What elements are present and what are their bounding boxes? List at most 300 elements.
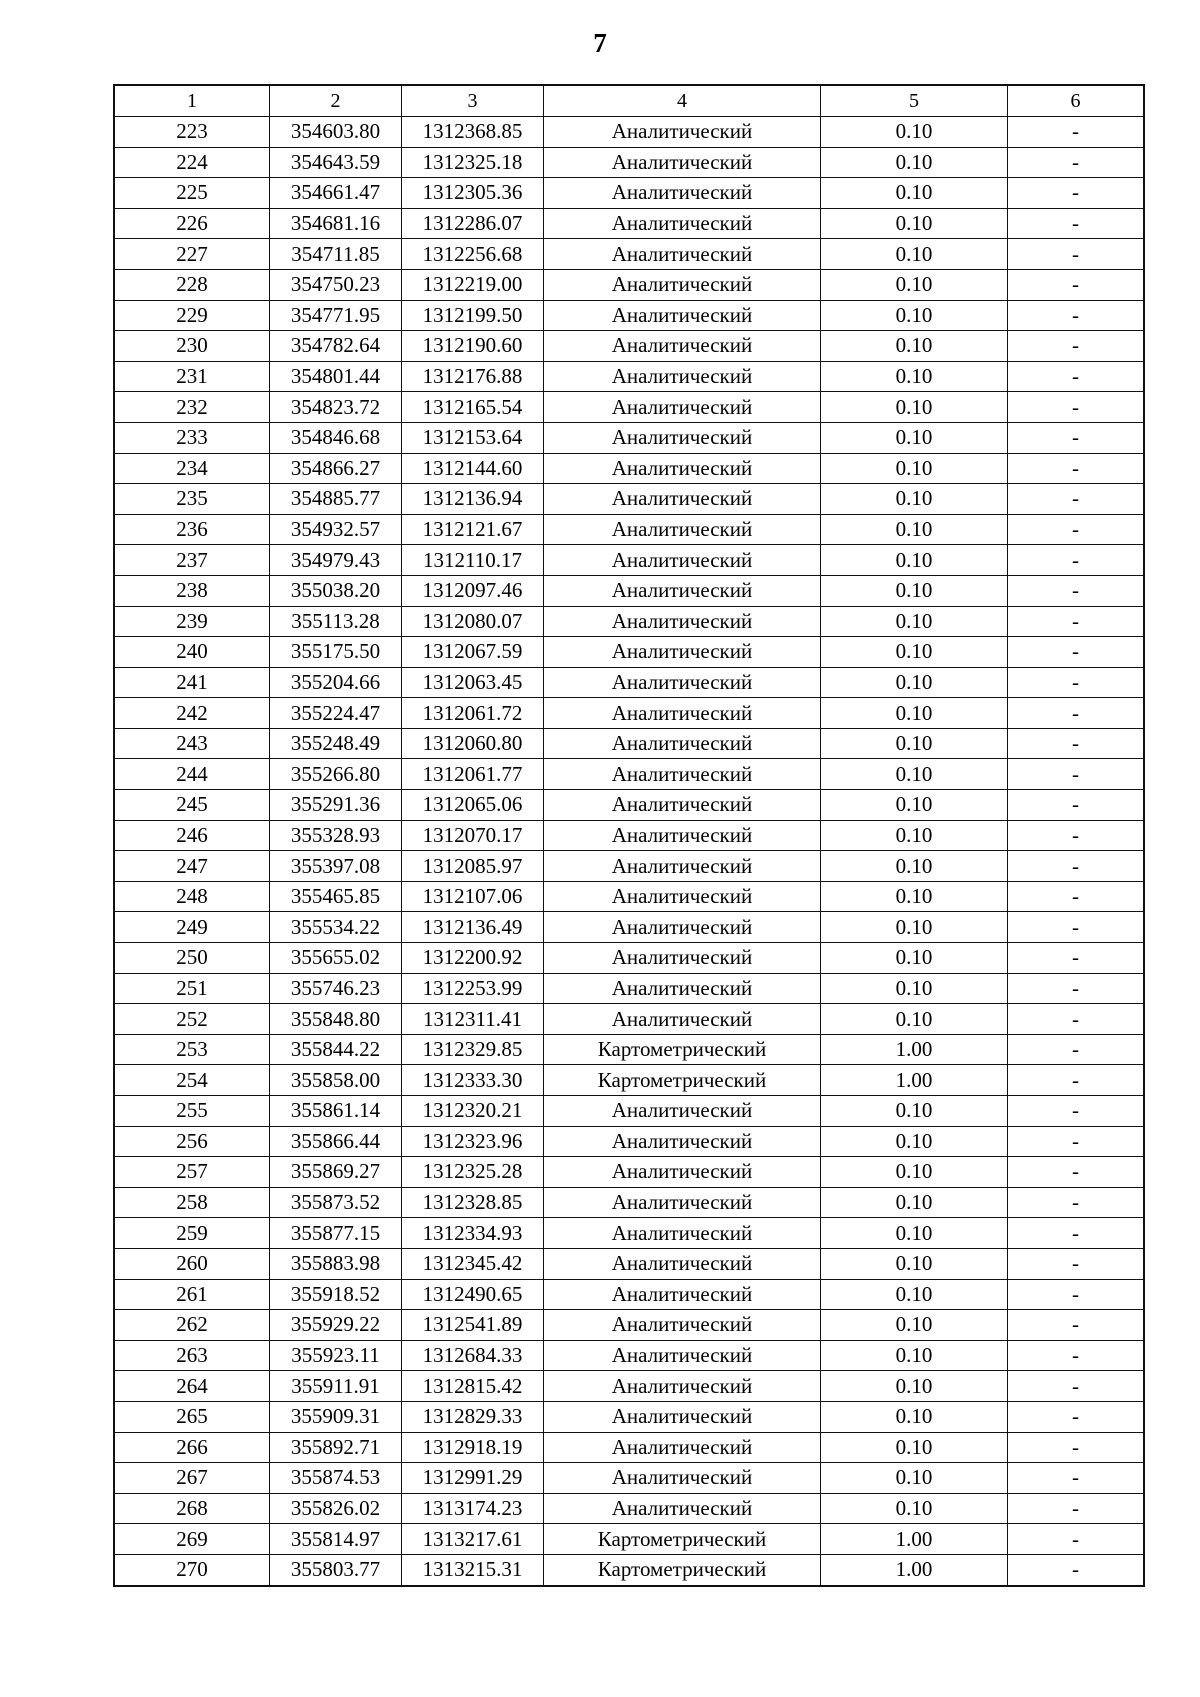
cell-coordinate-y: 1312345.42	[402, 1248, 544, 1279]
table-row	[115, 453, 1144, 484]
table-row	[115, 606, 1144, 637]
cell-coordinate-y: 1312286.07	[402, 208, 544, 239]
cell-coordinate-y: 1312061.77	[402, 759, 544, 790]
table-row	[115, 1432, 1144, 1463]
cell-note: -	[1008, 1065, 1144, 1096]
cell-note: -	[1008, 1554, 1144, 1585]
cell-coordinate-x: 355465.85	[270, 881, 402, 912]
cell-accuracy: 0.10	[821, 881, 1008, 912]
cell-method: Аналитический	[544, 1463, 821, 1494]
cell-coordinate-x: 355858.00	[270, 1065, 402, 1096]
cell-point-number: 250	[115, 943, 270, 974]
cell-coordinate-x: 355803.77	[270, 1554, 402, 1585]
table-row	[115, 1524, 1144, 1555]
cell-accuracy: 0.10	[821, 208, 1008, 239]
table-row	[115, 208, 1144, 239]
cell-point-number: 236	[115, 514, 270, 545]
cell-point-number: 241	[115, 667, 270, 698]
cell-accuracy: 0.10	[821, 575, 1008, 606]
cell-point-number: 253	[115, 1034, 270, 1065]
cell-point-number: 270	[115, 1554, 270, 1585]
cell-accuracy: 0.10	[821, 1371, 1008, 1402]
cell-note: -	[1008, 1218, 1144, 1249]
cell-point-number: 265	[115, 1401, 270, 1432]
cell-method: Картометрический	[544, 1065, 821, 1096]
table-row	[115, 1493, 1144, 1524]
table-row	[115, 178, 1144, 209]
cell-accuracy: 0.10	[821, 851, 1008, 882]
cell-accuracy: 0.10	[821, 1187, 1008, 1218]
cell-coordinate-x: 355224.47	[270, 698, 402, 729]
cell-note: -	[1008, 178, 1144, 209]
cell-note: -	[1008, 790, 1144, 821]
table-body	[115, 117, 1144, 1586]
cell-note: -	[1008, 331, 1144, 362]
table-row	[115, 728, 1144, 759]
cell-coordinate-x: 355291.36	[270, 790, 402, 821]
cell-method: Аналитический	[544, 1371, 821, 1402]
table-row	[115, 973, 1144, 1004]
cell-method: Аналитический	[544, 1126, 821, 1157]
cell-accuracy: 0.10	[821, 973, 1008, 1004]
table-row	[115, 117, 1144, 148]
cell-method: Аналитический	[544, 208, 821, 239]
cell-coordinate-x: 355204.66	[270, 667, 402, 698]
cell-point-number: 233	[115, 422, 270, 453]
cell-method: Аналитический	[544, 514, 821, 545]
cell-note: -	[1008, 1157, 1144, 1188]
cell-note: -	[1008, 943, 1144, 974]
cell-coordinate-x: 355266.80	[270, 759, 402, 790]
cell-accuracy: 0.10	[821, 912, 1008, 943]
cell-accuracy: 1.00	[821, 1554, 1008, 1585]
cell-coordinate-y: 1312067.59	[402, 637, 544, 668]
cell-coordinate-x: 355909.31	[270, 1401, 402, 1432]
cell-method: Аналитический	[544, 453, 821, 484]
cell-point-number: 251	[115, 973, 270, 1004]
cell-coordinate-y: 1312334.93	[402, 1218, 544, 1249]
table-row	[115, 392, 1144, 423]
cell-note: -	[1008, 1463, 1144, 1494]
column-header: 3	[402, 86, 544, 117]
cell-coordinate-x: 354846.68	[270, 422, 402, 453]
cell-method: Аналитический	[544, 300, 821, 331]
table-row	[115, 300, 1144, 331]
cell-note: -	[1008, 820, 1144, 851]
cell-coordinate-y: 1312097.46	[402, 575, 544, 606]
cell-method: Картометрический	[544, 1524, 821, 1555]
cell-coordinate-x: 354979.43	[270, 545, 402, 576]
cell-method: Аналитический	[544, 178, 821, 209]
cell-note: -	[1008, 269, 1144, 300]
cell-accuracy: 0.10	[821, 239, 1008, 270]
cell-coordinate-y: 1312328.85	[402, 1187, 544, 1218]
cell-method: Аналитический	[544, 728, 821, 759]
cell-accuracy: 0.10	[821, 178, 1008, 209]
cell-method: Аналитический	[544, 545, 821, 576]
column-header: 6	[1008, 86, 1144, 117]
cell-method: Аналитический	[544, 331, 821, 362]
cell-point-number: 246	[115, 820, 270, 851]
cell-point-number: 223	[115, 117, 270, 148]
cell-note: -	[1008, 1004, 1144, 1035]
cell-method: Аналитический	[544, 667, 821, 698]
cell-point-number: 249	[115, 912, 270, 943]
cell-coordinate-y: 1312311.41	[402, 1004, 544, 1035]
cell-point-number: 245	[115, 790, 270, 821]
cell-method: Аналитический	[544, 1218, 821, 1249]
cell-coordinate-x: 354932.57	[270, 514, 402, 545]
table-row	[115, 851, 1144, 882]
cell-coordinate-x: 354801.44	[270, 361, 402, 392]
cell-coordinate-x: 355848.80	[270, 1004, 402, 1035]
cell-note: -	[1008, 1310, 1144, 1341]
cell-accuracy: 0.10	[821, 422, 1008, 453]
cell-accuracy: 0.10	[821, 637, 1008, 668]
table-row	[115, 1310, 1144, 1341]
cell-coordinate-y: 1312829.33	[402, 1401, 544, 1432]
cell-coordinate-y: 1312253.99	[402, 973, 544, 1004]
cell-note: -	[1008, 1401, 1144, 1432]
cell-coordinate-x: 354782.64	[270, 331, 402, 362]
table-row	[115, 820, 1144, 851]
cell-accuracy: 0.10	[821, 1340, 1008, 1371]
cell-method: Аналитический	[544, 117, 821, 148]
cell-point-number: 269	[115, 1524, 270, 1555]
cell-point-number: 238	[115, 575, 270, 606]
cell-coordinate-y: 1312085.97	[402, 851, 544, 882]
cell-accuracy: 0.10	[821, 392, 1008, 423]
cell-accuracy: 0.10	[821, 514, 1008, 545]
column-header: 1	[115, 86, 270, 117]
cell-method: Аналитический	[544, 790, 821, 821]
cell-coordinate-y: 1312684.33	[402, 1340, 544, 1371]
cell-point-number: 225	[115, 178, 270, 209]
table-row	[115, 1065, 1144, 1096]
table-row	[115, 484, 1144, 515]
table-row	[115, 269, 1144, 300]
cell-accuracy: 0.10	[821, 545, 1008, 576]
cell-coordinate-y: 1312329.85	[402, 1034, 544, 1065]
cell-accuracy: 0.10	[821, 1218, 1008, 1249]
cell-accuracy: 0.10	[821, 1157, 1008, 1188]
cell-note: -	[1008, 575, 1144, 606]
cell-accuracy: 1.00	[821, 1065, 1008, 1096]
cell-method: Аналитический	[544, 1493, 821, 1524]
coordinates-table	[114, 85, 1144, 1586]
cell-note: -	[1008, 1096, 1144, 1127]
cell-coordinate-y: 1312080.07	[402, 606, 544, 637]
cell-coordinate-x: 354643.59	[270, 147, 402, 178]
column-header: 2	[270, 86, 402, 117]
cell-method: Аналитический	[544, 1340, 821, 1371]
cell-coordinate-x: 355655.02	[270, 943, 402, 974]
cell-accuracy: 0.10	[821, 1279, 1008, 1310]
cell-note: -	[1008, 728, 1144, 759]
cell-note: -	[1008, 667, 1144, 698]
cell-note: -	[1008, 637, 1144, 668]
table-row	[115, 1126, 1144, 1157]
cell-coordinate-y: 1312991.29	[402, 1463, 544, 1494]
cell-note: -	[1008, 545, 1144, 576]
cell-method: Аналитический	[544, 1248, 821, 1279]
table-row	[115, 1096, 1144, 1127]
cell-method: Аналитический	[544, 820, 821, 851]
cell-coordinate-y: 1312325.18	[402, 147, 544, 178]
cell-note: -	[1008, 361, 1144, 392]
cell-method: Аналитический	[544, 851, 821, 882]
cell-coordinate-y: 1312333.30	[402, 1065, 544, 1096]
cell-coordinate-x: 355929.22	[270, 1310, 402, 1341]
cell-method: Аналитический	[544, 698, 821, 729]
cell-method: Аналитический	[544, 1401, 821, 1432]
cell-coordinate-y: 1312256.68	[402, 239, 544, 270]
cell-note: -	[1008, 973, 1144, 1004]
cell-coordinate-y: 1312136.49	[402, 912, 544, 943]
cell-coordinate-y: 1312165.54	[402, 392, 544, 423]
cell-coordinate-y: 1312070.17	[402, 820, 544, 851]
table-row	[115, 943, 1144, 974]
cell-accuracy: 0.10	[821, 820, 1008, 851]
cell-method: Аналитический	[544, 484, 821, 515]
cell-coordinate-x: 355923.11	[270, 1340, 402, 1371]
cell-point-number: 261	[115, 1279, 270, 1310]
cell-method: Аналитический	[544, 392, 821, 423]
cell-note: -	[1008, 117, 1144, 148]
cell-method: Аналитический	[544, 1279, 821, 1310]
cell-coordinate-x: 355328.93	[270, 820, 402, 851]
cell-point-number: 262	[115, 1310, 270, 1341]
cell-point-number: 247	[115, 851, 270, 882]
cell-accuracy: 0.10	[821, 361, 1008, 392]
cell-point-number: 237	[115, 545, 270, 576]
cell-coordinate-x: 355873.52	[270, 1187, 402, 1218]
cell-coordinate-y: 1312918.19	[402, 1432, 544, 1463]
cell-coordinate-x: 355877.15	[270, 1218, 402, 1249]
cell-coordinate-x: 355814.97	[270, 1524, 402, 1555]
table-row	[115, 1279, 1144, 1310]
cell-coordinate-x: 354771.95	[270, 300, 402, 331]
cell-note: -	[1008, 1279, 1144, 1310]
cell-coordinate-x: 354681.16	[270, 208, 402, 239]
cell-coordinate-y: 1312325.28	[402, 1157, 544, 1188]
cell-point-number: 255	[115, 1096, 270, 1127]
cell-note: -	[1008, 1034, 1144, 1065]
cell-method: Аналитический	[544, 1004, 821, 1035]
cell-point-number: 256	[115, 1126, 270, 1157]
cell-method: Картометрический	[544, 1554, 821, 1585]
cell-note: -	[1008, 1432, 1144, 1463]
cell-point-number: 254	[115, 1065, 270, 1096]
table-row	[115, 1157, 1144, 1188]
cell-method: Картометрический	[544, 1034, 821, 1065]
cell-accuracy: 1.00	[821, 1524, 1008, 1555]
cell-note: -	[1008, 912, 1144, 943]
table-row	[115, 1340, 1144, 1371]
table-row	[115, 1004, 1144, 1035]
table-row	[115, 1371, 1144, 1402]
cell-method: Аналитический	[544, 759, 821, 790]
cell-coordinate-y: 1312199.50	[402, 300, 544, 331]
table-row	[115, 1034, 1144, 1065]
cell-point-number: 268	[115, 1493, 270, 1524]
table-row	[115, 698, 1144, 729]
table-row	[115, 545, 1144, 576]
cell-accuracy: 0.10	[821, 1004, 1008, 1035]
cell-coordinate-x: 355892.71	[270, 1432, 402, 1463]
cell-coordinate-x: 354711.85	[270, 239, 402, 270]
cell-method: Аналитический	[544, 147, 821, 178]
cell-accuracy: 0.10	[821, 1493, 1008, 1524]
table-row	[115, 575, 1144, 606]
cell-point-number: 227	[115, 239, 270, 270]
cell-method: Аналитический	[544, 912, 821, 943]
table-row	[115, 637, 1144, 668]
cell-point-number: 231	[115, 361, 270, 392]
cell-method: Аналитический	[544, 1432, 821, 1463]
table-header-row	[115, 86, 1144, 117]
cell-method: Аналитический	[544, 881, 821, 912]
cell-point-number: 248	[115, 881, 270, 912]
cell-coordinate-x: 354866.27	[270, 453, 402, 484]
cell-accuracy: 0.10	[821, 300, 1008, 331]
cell-coordinate-y: 1312176.88	[402, 361, 544, 392]
cell-accuracy: 0.10	[821, 484, 1008, 515]
cell-coordinate-x: 355248.49	[270, 728, 402, 759]
cell-coordinate-y: 1312144.60	[402, 453, 544, 484]
cell-accuracy: 0.10	[821, 331, 1008, 362]
table-row	[115, 881, 1144, 912]
table-row	[115, 1554, 1144, 1585]
cell-note: -	[1008, 698, 1144, 729]
cell-point-number: 230	[115, 331, 270, 362]
cell-point-number: 252	[115, 1004, 270, 1035]
column-header: 5	[821, 86, 1008, 117]
cell-point-number: 244	[115, 759, 270, 790]
cell-coordinate-x: 354885.77	[270, 484, 402, 515]
cell-point-number: 266	[115, 1432, 270, 1463]
cell-accuracy: 0.10	[821, 453, 1008, 484]
cell-coordinate-x: 354750.23	[270, 269, 402, 300]
cell-coordinate-y: 1312323.96	[402, 1126, 544, 1157]
cell-note: -	[1008, 606, 1144, 637]
cell-method: Аналитический	[544, 1157, 821, 1188]
cell-coordinate-x: 355746.23	[270, 973, 402, 1004]
cell-coordinate-x: 355874.53	[270, 1463, 402, 1494]
cell-method: Аналитический	[544, 973, 821, 1004]
cell-coordinate-x: 355861.14	[270, 1096, 402, 1127]
cell-note: -	[1008, 851, 1144, 882]
cell-point-number: 260	[115, 1248, 270, 1279]
table-row	[115, 147, 1144, 178]
cell-coordinate-y: 1312110.17	[402, 545, 544, 576]
cell-accuracy: 0.10	[821, 269, 1008, 300]
cell-note: -	[1008, 484, 1144, 515]
cell-note: -	[1008, 300, 1144, 331]
cell-coordinate-y: 1312060.80	[402, 728, 544, 759]
cell-point-number: 226	[115, 208, 270, 239]
cell-coordinate-x: 355113.28	[270, 606, 402, 637]
cell-point-number: 263	[115, 1340, 270, 1371]
cell-accuracy: 0.10	[821, 667, 1008, 698]
cell-accuracy: 0.10	[821, 1248, 1008, 1279]
cell-point-number: 228	[115, 269, 270, 300]
cell-accuracy: 0.10	[821, 147, 1008, 178]
cell-method: Аналитический	[544, 269, 821, 300]
cell-coordinate-y: 1312320.21	[402, 1096, 544, 1127]
page-number: 7	[593, 28, 607, 58]
cell-method: Аналитический	[544, 422, 821, 453]
cell-note: -	[1008, 453, 1144, 484]
cell-point-number: 258	[115, 1187, 270, 1218]
cell-coordinate-x: 355844.22	[270, 1034, 402, 1065]
cell-accuracy: 0.10	[821, 606, 1008, 637]
cell-point-number: 239	[115, 606, 270, 637]
cell-coordinate-y: 1312061.72	[402, 698, 544, 729]
cell-accuracy: 0.10	[821, 117, 1008, 148]
table-row	[115, 759, 1144, 790]
cell-coordinate-x: 355869.27	[270, 1157, 402, 1188]
cell-note: -	[1008, 1340, 1144, 1371]
cell-accuracy: 1.00	[821, 1034, 1008, 1065]
cell-point-number: 234	[115, 453, 270, 484]
cell-method: Аналитический	[544, 1096, 821, 1127]
table-row	[115, 790, 1144, 821]
column-header: 4	[544, 86, 821, 117]
cell-coordinate-y: 1312065.06	[402, 790, 544, 821]
cell-point-number: 243	[115, 728, 270, 759]
cell-accuracy: 0.10	[821, 1401, 1008, 1432]
cell-coordinate-x: 355918.52	[270, 1279, 402, 1310]
cell-note: -	[1008, 422, 1144, 453]
cell-coordinate-y: 1312153.64	[402, 422, 544, 453]
cell-coordinate-x: 355534.22	[270, 912, 402, 943]
cell-accuracy: 0.10	[821, 728, 1008, 759]
cell-point-number: 240	[115, 637, 270, 668]
cell-accuracy: 0.10	[821, 1096, 1008, 1127]
cell-method: Аналитический	[544, 606, 821, 637]
table-row	[115, 1401, 1144, 1432]
cell-note: -	[1008, 1493, 1144, 1524]
cell-coordinate-y: 1312121.67	[402, 514, 544, 545]
cell-coordinate-x: 355038.20	[270, 575, 402, 606]
cell-coordinate-y: 1312490.65	[402, 1279, 544, 1310]
cell-method: Аналитический	[544, 361, 821, 392]
cell-accuracy: 0.10	[821, 698, 1008, 729]
cell-coordinate-x: 355826.02	[270, 1493, 402, 1524]
cell-coordinate-y: 1312219.00	[402, 269, 544, 300]
cell-accuracy: 0.10	[821, 943, 1008, 974]
cell-note: -	[1008, 881, 1144, 912]
cell-point-number: 267	[115, 1463, 270, 1494]
cell-note: -	[1008, 1187, 1144, 1218]
table-row	[115, 1218, 1144, 1249]
cell-coordinate-y: 1312190.60	[402, 331, 544, 362]
table-row	[115, 912, 1144, 943]
table-row	[115, 514, 1144, 545]
cell-note: -	[1008, 1524, 1144, 1555]
cell-accuracy: 0.10	[821, 759, 1008, 790]
cell-coordinate-y: 1312136.94	[402, 484, 544, 515]
cell-method: Аналитический	[544, 239, 821, 270]
cell-coordinate-y: 1312368.85	[402, 117, 544, 148]
cell-point-number: 264	[115, 1371, 270, 1402]
cell-coordinate-y: 1312063.45	[402, 667, 544, 698]
cell-coordinate-y: 1313215.31	[402, 1554, 544, 1585]
cell-coordinate-x: 354603.80	[270, 117, 402, 148]
cell-accuracy: 0.10	[821, 1310, 1008, 1341]
table-row	[115, 667, 1144, 698]
